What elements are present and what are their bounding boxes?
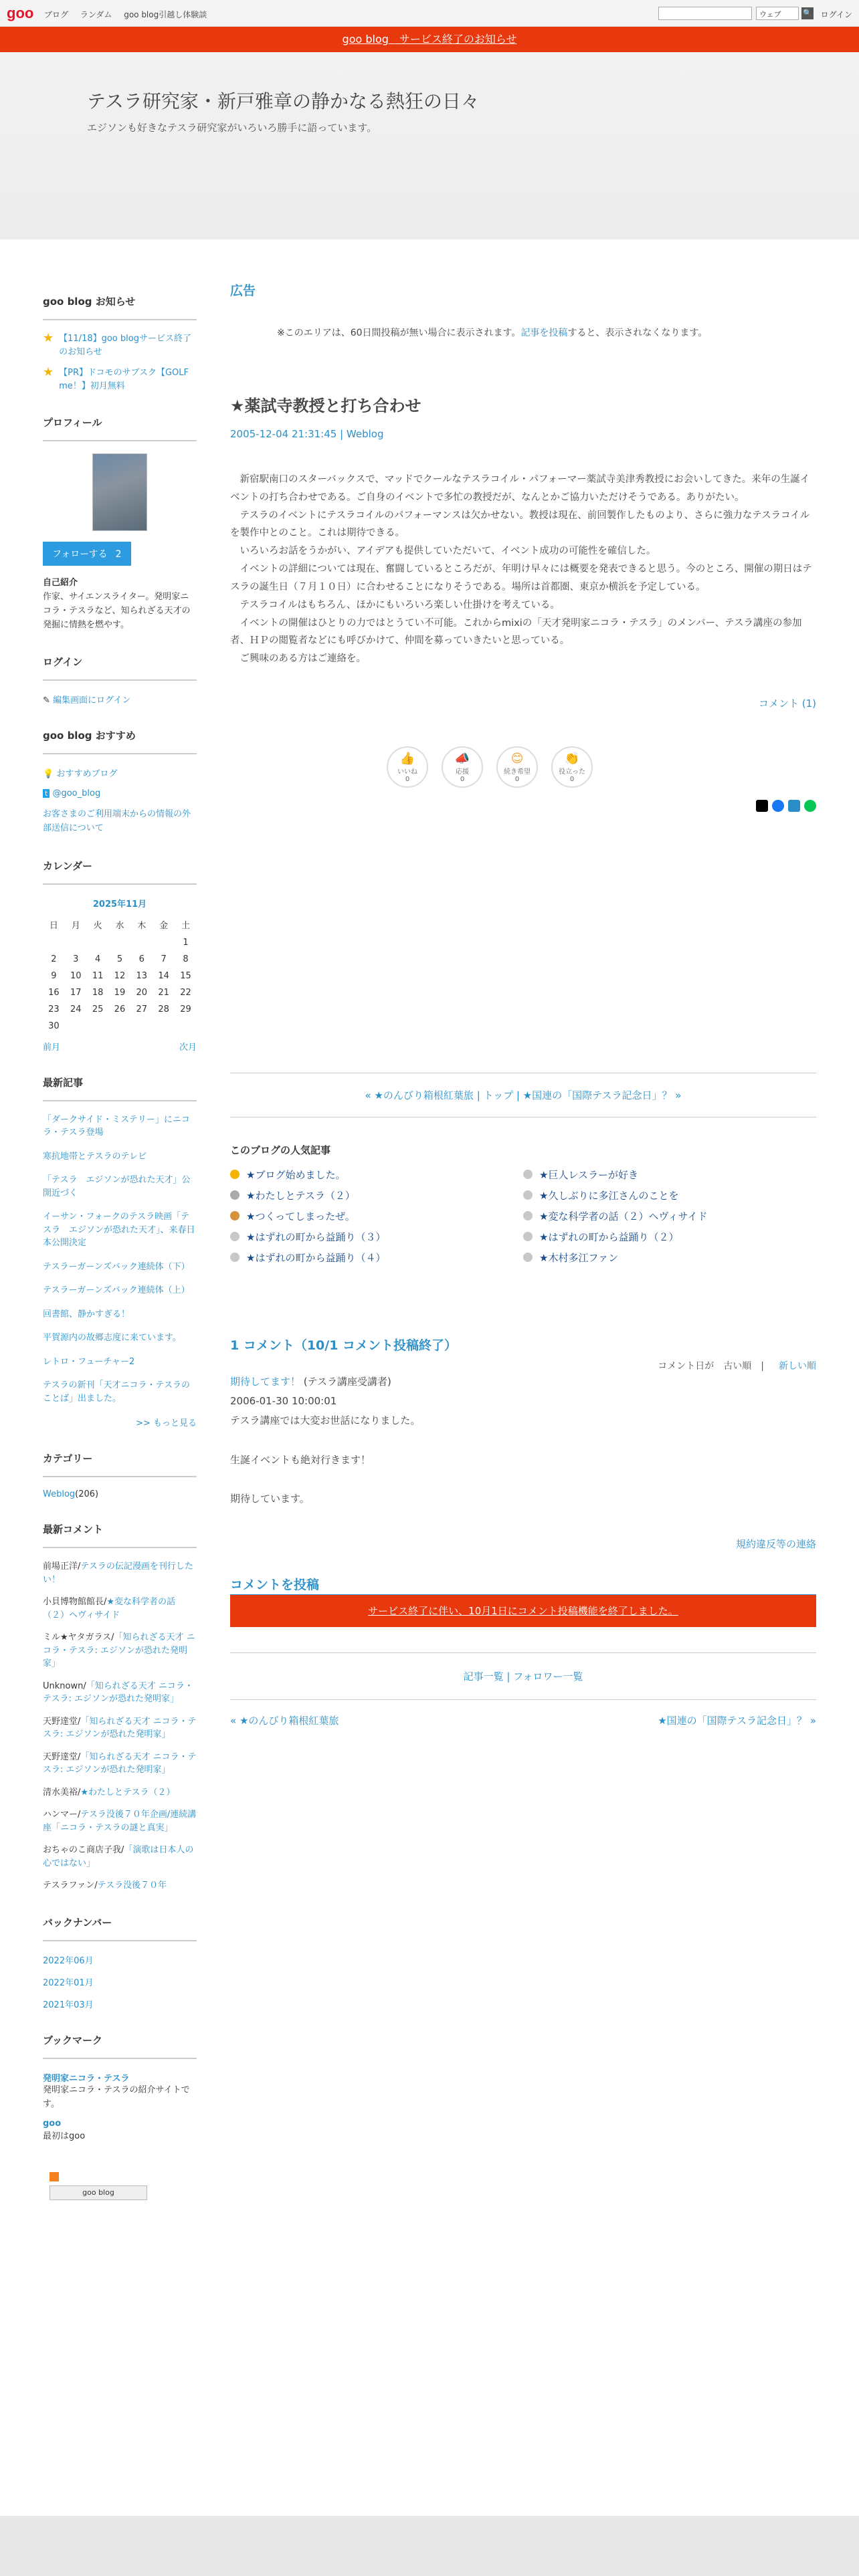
day: 25 bbox=[92, 1004, 104, 1014]
ad-note bbox=[277, 326, 816, 339]
top-link-move[interactable]: goo blog引越し体験談 bbox=[124, 10, 207, 19]
day bbox=[130, 934, 153, 951]
comment-line: 期待しています。 bbox=[230, 1492, 310, 1505]
day: 12 bbox=[114, 970, 126, 981]
day: 10 bbox=[70, 970, 82, 981]
post-navigation: « ★のんびり箱根紅葉旅 | トップ | ★国連の「国際テスラ記念日」？ » bbox=[230, 1073, 816, 1117]
recent-item[interactable]: 回書館、静かすぎる！ bbox=[43, 1309, 130, 1319]
login-link[interactable]: ログイン bbox=[820, 10, 852, 19]
blog-header bbox=[0, 52, 859, 239]
popular-item[interactable] bbox=[523, 1251, 816, 1265]
comment-line: テスラ講座では大変お世話になりました。 bbox=[230, 1414, 421, 1427]
comment-item: ハンマー/テスラ没後７０年企画/連続講座「ニコラ・テスラの謎と真実」 bbox=[43, 1810, 197, 1833]
day bbox=[109, 934, 131, 951]
day: 11 bbox=[92, 970, 104, 981]
popular-item[interactable] bbox=[523, 1188, 816, 1202]
post-comment-heading: コメントを投稿 bbox=[230, 1575, 816, 1595]
recent-item[interactable]: 平賀源内の故郷志度に来ています。 bbox=[43, 1333, 181, 1344]
recommend-blog-link[interactable]: おすすめブログ bbox=[56, 769, 118, 780]
day: 2 bbox=[51, 954, 57, 964]
comment-article[interactable]: 「知られざる天才 ニコラ・テスラ: エジソンが恐れた発明家」 bbox=[43, 1751, 197, 1776]
reaction-count: 0 bbox=[569, 775, 575, 783]
comment-user: 小貝博物館館長 bbox=[43, 1597, 104, 1608]
post-paragraph: テスラのイベントにテスラコイルのパフォーマンスは欠かせない。教授は現在、前回製作したものより、さらに強力なテスラコイルを製作中とのこと。これは期待できる。 bbox=[230, 510, 810, 539]
follower-list-link[interactable]: フォロワー一覧 bbox=[513, 1671, 583, 1683]
post-category-link[interactable]: Weblog bbox=[346, 428, 384, 440]
post-paragraph: ご興味のある方はご連絡を。 bbox=[240, 653, 366, 665]
popular-list bbox=[230, 1168, 816, 1265]
comment-count-link[interactable]: コメント (1) bbox=[758, 697, 816, 710]
sort-newest-link[interactable]: 新しい順 bbox=[779, 1360, 816, 1372]
category-heading: カテゴリー bbox=[43, 1451, 197, 1477]
day bbox=[65, 1018, 87, 1035]
day: 24 bbox=[70, 1004, 82, 1014]
rank-dot bbox=[230, 1253, 240, 1262]
twitter-link[interactable]: @goo_blog bbox=[52, 788, 101, 799]
comment-item: 小貝博物館館長/★変な科学者の話（２）ヘヴィサイド bbox=[43, 1597, 176, 1620]
post-paragraph: イベントの開催はひとりの力ではとうてい不可能。これからmixiの「天才発明家ニコラ・テスラ」のメンバー、テスラ講座の参加者、ＨＰの閲覧者などにも呼びかけて、仲間を募っていきたいと思っている。 bbox=[230, 617, 802, 647]
calendar-month: 2025年11月 bbox=[92, 899, 147, 909]
day: 20 bbox=[136, 987, 148, 998]
backnumber-item[interactable]: 2022年01月 bbox=[43, 1977, 94, 1988]
day: 9 bbox=[51, 970, 57, 981]
recent-item[interactable]: 寒抗地帯とテスラのテレビ bbox=[43, 1151, 147, 1162]
comment-article[interactable]: 「知られざる天才 ニコラ・テスラ: エジソンが恐れた発明家」 bbox=[43, 1632, 195, 1669]
comment-user: ハンマー bbox=[43, 1810, 78, 1820]
comment-article[interactable]: 「知られざる天才 ニコラ・テスラ: エジソンが恐れた発明家」 bbox=[43, 1716, 197, 1740]
day bbox=[109, 1018, 131, 1035]
popular-item[interactable] bbox=[230, 1168, 523, 1182]
day: 4 bbox=[94, 954, 101, 964]
comments-closed-notice[interactable]: サービス終了に伴い、10月1日にコメント投稿機能を終了しました。 bbox=[230, 1595, 816, 1627]
profile-heading: プロフィール bbox=[43, 415, 197, 441]
comment-user: 清水美裕 bbox=[43, 1787, 78, 1798]
facebook-share-icon[interactable] bbox=[772, 800, 784, 812]
news-item[interactable]: 【PR】ドコモのサブスク【GOLF me！】初月無料 bbox=[59, 368, 189, 391]
day bbox=[87, 1018, 109, 1035]
footer bbox=[0, 2516, 859, 2576]
search-icon[interactable]: 🔍 bbox=[801, 7, 814, 19]
article-list-link[interactable]: 記事一覧 bbox=[463, 1671, 504, 1683]
popular-item[interactable] bbox=[230, 1230, 523, 1244]
pencil-icon: ✎ bbox=[43, 695, 54, 706]
day bbox=[153, 1018, 175, 1035]
comment-item: おちゃのこ商店子我/「演歌は日本人の心ではない」 bbox=[43, 1845, 194, 1868]
rank-dot bbox=[523, 1232, 533, 1241]
weekday: 木 bbox=[137, 920, 147, 931]
comment-article[interactable]: 「知られざる天才 ニコラ・テスラ: エジソンが恐れた発明家」 bbox=[43, 1681, 193, 1705]
x-share-icon[interactable] bbox=[756, 800, 768, 812]
post-paragraph: テスラコイルはもちろん、ほかにもいろいろ楽しい仕掛けを考えている。 bbox=[240, 599, 560, 611]
bookmark-link[interactable]: goo bbox=[43, 2118, 62, 2129]
service-end-notice[interactable]: goo blog サービス終了のお知らせ bbox=[0, 27, 859, 52]
day bbox=[65, 934, 87, 951]
day: 6 bbox=[138, 954, 145, 964]
blog-title[interactable]: テスラ研究家・新戸雅章の静かなる熱狂の日々 bbox=[87, 90, 480, 112]
weekday: 日 bbox=[49, 920, 58, 931]
article-links bbox=[230, 1652, 816, 1700]
star-icon: ★ bbox=[43, 365, 54, 379]
bookmark-desc: 発明家ニコラ・テスラの紹介サイトです。 bbox=[43, 2084, 190, 2109]
reaction-label: 応援 bbox=[456, 768, 469, 776]
day: 23 bbox=[48, 1004, 60, 1014]
weekday: 月 bbox=[71, 920, 80, 931]
reaction-cheer-button[interactable] bbox=[442, 746, 483, 788]
recent-item[interactable]: 「ダークサイド・ミステリー」にニコラ・テスラ登場 bbox=[43, 1114, 190, 1138]
megaphone-icon: 📣 bbox=[454, 751, 470, 766]
comment-item: 天野達堂/「知られざる天才 ニコラ・テスラ: エジソンが恐れた発明家」 bbox=[43, 1716, 197, 1740]
reaction-like-button[interactable] bbox=[387, 746, 428, 788]
comment-line: 生誕イベントも絶対行きます！ bbox=[230, 1453, 371, 1466]
blog-description: エジソンも好きなテスラ研究家がいろいろ勝手に語っています。 bbox=[87, 122, 377, 134]
crown-icon bbox=[230, 1170, 240, 1179]
popular-item[interactable] bbox=[230, 1209, 523, 1223]
comment-user: おちゃのこ商店子我 bbox=[43, 1845, 122, 1856]
post-date[interactable]: 2005-12-04 21:31:45 bbox=[230, 428, 337, 440]
comment-item: 清水美裕/★わたしとテスラ（２） bbox=[43, 1787, 175, 1798]
editor-login-link[interactable]: 編集画面にログイン bbox=[53, 695, 131, 706]
reaction-label: いいね bbox=[397, 768, 417, 776]
clap-icon: 👏 bbox=[564, 751, 580, 766]
comments-heading: 最新コメント bbox=[43, 1522, 197, 1548]
weekday: 火 bbox=[93, 920, 102, 931]
day bbox=[87, 934, 109, 951]
comment-article[interactable]: ★わたしとテスラ（２） bbox=[80, 1787, 175, 1798]
comment-user: テスラファン bbox=[43, 1881, 95, 1891]
comment-item: テスラファン/テスラ没後７０年 bbox=[43, 1881, 167, 1891]
next-post-link[interactable]: ★国連の「国際テスラ記念日」？ » bbox=[522, 1089, 682, 1101]
popular-item[interactable] bbox=[230, 1251, 523, 1265]
top-link-blog[interactable]: ブログ bbox=[44, 10, 69, 19]
news-heading: goo blog お知らせ bbox=[43, 294, 197, 320]
report-link[interactable]: 規約違反等の連絡 bbox=[735, 1538, 816, 1551]
top-link-random[interactable]: ランダム bbox=[80, 10, 112, 19]
day: 13 bbox=[136, 970, 148, 981]
prev-post-link[interactable]: « ★のんびり箱根紅葉旅 bbox=[365, 1089, 474, 1101]
comment-article[interactable]: ★変な科学者の話（２）ヘヴィサイド bbox=[43, 1597, 176, 1620]
line-share-icon[interactable] bbox=[804, 800, 816, 812]
recent-item[interactable]: テスラの新刊「天才ニコラ・テスラのことば」出ました。 bbox=[43, 1380, 190, 1404]
sort-label: コメント日が bbox=[658, 1360, 714, 1372]
popular-title[interactable]: ★久しぶりに多江さんのことを bbox=[539, 1189, 679, 1202]
popular-title[interactable]: ★はずれの町から益踊り（３） bbox=[246, 1230, 386, 1243]
popular-item[interactable] bbox=[230, 1188, 523, 1202]
popular-title[interactable]: ★木村多江ファン bbox=[539, 1251, 619, 1264]
calendar-table bbox=[43, 915, 197, 1035]
rank-dot bbox=[523, 1253, 533, 1262]
bookmark-desc: 最初はgoo bbox=[43, 2131, 86, 2141]
sort-oldest: 古い順 bbox=[723, 1360, 752, 1372]
post-meta: 2005-12-04 21:31:45 | Weblog bbox=[230, 428, 384, 440]
day: 7 bbox=[161, 954, 167, 964]
day: 26 bbox=[114, 1004, 126, 1014]
top-link[interactable]: トップ bbox=[483, 1089, 514, 1101]
popular-title[interactable]: ★はずれの町から益踊り（４） bbox=[246, 1251, 386, 1264]
crown-icon bbox=[230, 1211, 240, 1220]
rank-dot bbox=[523, 1170, 533, 1179]
comment-article[interactable]: テスラの伝記漫画を刊行したい！ bbox=[43, 1562, 193, 1585]
goo-logo[interactable]: goo bbox=[7, 5, 34, 21]
share-buttons bbox=[230, 800, 816, 812]
popular-title[interactable]: ★つくってしまったぜ。 bbox=[246, 1210, 355, 1222]
post-title[interactable]: ★薬試寺教授と打ち合わせ bbox=[230, 397, 421, 415]
comment-user: 天野達堂 bbox=[43, 1716, 78, 1727]
next-month-link[interactable]: 次月 bbox=[179, 1042, 197, 1053]
comment-item: ミル★ヤタガラス/「知られざる天才 ニコラ・テスラ: エジソンが恐れた発明家」 bbox=[43, 1632, 195, 1669]
day: 30 bbox=[48, 1021, 60, 1031]
next-post-link[interactable]: ★国連の「国際テスラ記念日」？ » bbox=[658, 1715, 816, 1727]
smile-icon: 😊 bbox=[510, 751, 524, 766]
day: 19 bbox=[114, 987, 126, 998]
recent-item[interactable]: レトロ・フューチャー2 bbox=[43, 1356, 135, 1367]
reaction-label: 役立った bbox=[559, 768, 585, 776]
reaction-more-button[interactable] bbox=[496, 746, 538, 788]
sidebar bbox=[43, 294, 197, 2223]
reaction-count: 0 bbox=[514, 775, 520, 783]
reaction-count: 0 bbox=[460, 775, 465, 783]
comment-date: 2006-01-30 10:00:01 bbox=[230, 1395, 337, 1408]
weekday: 金 bbox=[159, 920, 169, 931]
comment-user: 天野達堂 bbox=[43, 1751, 78, 1762]
popular-heading: このブログの人気記事 bbox=[230, 1144, 331, 1156]
day bbox=[130, 1018, 153, 1035]
news-item[interactable]: 【11/18】goo blogサービス終了のお知らせ bbox=[59, 334, 191, 357]
bookmark-heading: ブックマーク bbox=[43, 2033, 197, 2059]
post-article-link[interactable]: 記事を投稿 bbox=[520, 328, 568, 338]
profile-label: 自己紹介 bbox=[43, 578, 78, 588]
avatar[interactable] bbox=[92, 453, 147, 531]
day: 27 bbox=[136, 1004, 148, 1014]
comments-title: 1 コメント（10/1 コメント投稿終了） bbox=[230, 1337, 458, 1353]
bookmark-link[interactable]: 発明家ニコラ・テスラ bbox=[43, 2073, 130, 2084]
day bbox=[43, 934, 65, 951]
login-heading: ログイン bbox=[43, 655, 197, 681]
comment-article[interactable]: テスラ没後７０年企画/連続講座「ニコラ・テスラの謎と真実」 bbox=[43, 1810, 197, 1833]
day: 1 bbox=[183, 937, 189, 948]
backnumber-item[interactable]: 2022年06月 bbox=[43, 1955, 94, 1966]
comment bbox=[230, 1372, 816, 1509]
day: 28 bbox=[158, 1004, 169, 1014]
backnumber-item[interactable]: 2021年03月 bbox=[43, 2000, 94, 2010]
day: 17 bbox=[70, 987, 82, 998]
comment-line bbox=[230, 1470, 816, 1489]
rss-icon[interactable] bbox=[50, 2172, 59, 2181]
post-paragraph: いろいろお話をうかがい、アイデアも提供していただいて、イベント成功の可能性を確信した。 bbox=[240, 546, 656, 557]
recent-item[interactable]: 「テスラ エジソンが恐れた天才」公開近づく bbox=[43, 1175, 191, 1198]
reaction-count: 0 bbox=[405, 775, 410, 783]
popular-title[interactable]: ★わたしとテスラ（２） bbox=[246, 1189, 355, 1202]
follow-button[interactable] bbox=[43, 542, 131, 566]
link-separator: | bbox=[503, 1671, 514, 1683]
post-paragraph: イベントの詳細については現在、奮闘しているところだが、年明け早々には概要を発表できると思う。今のところ、開催の期日はテスラの誕生日（７月１０日）に合わせることになりそうである。場所は首都圏、東京か横浜を予定している。 bbox=[230, 564, 812, 593]
popular-title[interactable]: ★はずれの町から益踊り（２） bbox=[539, 1230, 679, 1243]
comment-author[interactable]: 期待してます！ bbox=[230, 1375, 301, 1388]
post-body bbox=[230, 471, 816, 668]
popular-title[interactable]: ★変な科学者の話（２）ヘヴィサイド bbox=[539, 1210, 708, 1222]
comment-article[interactable]: テスラ没後７０年 bbox=[97, 1881, 167, 1891]
crown-icon bbox=[230, 1190, 240, 1200]
day: 29 bbox=[180, 1004, 191, 1014]
weekday: 土 bbox=[181, 920, 191, 931]
day: 21 bbox=[158, 987, 169, 998]
follow-label: フォローする bbox=[52, 549, 108, 560]
post-paragraph: 新宿駅南口のスターバックスで、マッドでクールなテスラコイル・パフォーマー薬試寺美津秀教授にお会いしてきた。来年の生誕イベントの打ち合わせである。ご自身のイベントで多忙の教授だが、なんとかご協力いただけそうである。ありがたい。 bbox=[230, 474, 810, 503]
calendar-heading: カレンダー bbox=[43, 859, 197, 885]
comment-sort: コメント日が 古い順 | 新しい順 bbox=[658, 1360, 816, 1372]
popular-title[interactable]: ★ブログ始めました。 bbox=[246, 1168, 346, 1181]
day: 5 bbox=[116, 954, 123, 964]
recent-item[interactable]: イーサン・フォークのテスラ映画「テスラ エジソンが恐れた天才」、来春日本公開決定 bbox=[43, 1212, 195, 1249]
day bbox=[153, 934, 175, 951]
popular-title[interactable]: ★巨人レスラーが好き bbox=[539, 1168, 638, 1181]
recent-item[interactable]: テスラーガーンズバック連続体（下） bbox=[43, 1261, 190, 1272]
star-icon: ★ bbox=[43, 331, 54, 345]
top-bar bbox=[0, 0, 859, 27]
day: 15 bbox=[180, 970, 191, 981]
profile-text: 作家、サイエンスライター。発明家ニコラ・テスラなど、知られざる天才の発掘に情熱を燃やす。 bbox=[43, 592, 191, 630]
weekday: 水 bbox=[115, 920, 124, 931]
category-count: (206) bbox=[75, 1489, 99, 1500]
thumbs-up-icon: 👍 bbox=[399, 751, 415, 766]
popular-item[interactable] bbox=[523, 1168, 816, 1182]
comment-line bbox=[230, 1431, 816, 1451]
follower-count: 2 bbox=[115, 549, 122, 560]
prev-month-link[interactable]: 前月 bbox=[43, 1042, 61, 1053]
category-link[interactable]: Weblog bbox=[43, 1489, 76, 1500]
lightbulb-icon: 💡 bbox=[43, 769, 57, 780]
prev-post-link[interactable]: « ★のんびり箱根紅葉旅 bbox=[230, 1715, 339, 1727]
day: 8 bbox=[183, 954, 189, 964]
day: 18 bbox=[92, 987, 104, 998]
search-input[interactable] bbox=[658, 7, 752, 20]
recent-heading: 最新記事 bbox=[43, 1075, 197, 1101]
comment-author-note: (テスラ講座受講者) bbox=[303, 1375, 391, 1388]
search-scope-select[interactable]: ウェブ bbox=[756, 7, 799, 20]
comment-item: Unknown/「知られざる天才 ニコラ・テスラ: エジソンが恐れた発明家」 bbox=[43, 1681, 193, 1705]
comment-user: ミル★ヤタガラス bbox=[43, 1632, 112, 1643]
recent-item[interactable]: テスラーガーンズバック連続体（上） bbox=[43, 1285, 190, 1296]
day: 14 bbox=[158, 970, 169, 981]
reaction-useful-button[interactable] bbox=[551, 746, 593, 788]
comment-item: 前場正洋/テスラの伝記漫画を刊行したい！ bbox=[43, 1562, 193, 1585]
recommend-heading: goo blog おすすめ bbox=[43, 728, 197, 754]
ad-note-text: すると、表示されなくなります。 bbox=[567, 328, 708, 338]
ad-note-text: ※このエリアは、60日間投稿が無い場合に表示されます。 bbox=[277, 328, 521, 338]
day: 3 bbox=[73, 954, 79, 964]
goo-blog-badge[interactable]: goo blog bbox=[50, 2185, 147, 2200]
external-transmission-link[interactable]: お客さまのご利用端末からの情報の外部送信について bbox=[43, 809, 191, 834]
backnumber-heading: バックナンバー bbox=[43, 1915, 197, 1941]
main-content bbox=[230, 281, 816, 1727]
comment-user: 前場正洋 bbox=[43, 1562, 78, 1572]
comment-item: 天野達堂/「知られざる天才 ニコラ・テスラ: エジソンが恐れた発明家」 bbox=[43, 1751, 197, 1776]
reaction-label: 続き希望 bbox=[504, 768, 531, 776]
reaction-buttons bbox=[163, 746, 816, 788]
popular-item[interactable] bbox=[523, 1209, 816, 1223]
day: 22 bbox=[180, 987, 191, 998]
popular-item[interactable] bbox=[523, 1230, 816, 1244]
ad-heading: 広告 bbox=[230, 284, 256, 298]
day: 16 bbox=[48, 987, 60, 998]
comment-user: Unknown bbox=[43, 1681, 84, 1691]
hatena-share-icon[interactable] bbox=[788, 800, 800, 812]
rank-dot bbox=[523, 1211, 533, 1220]
day bbox=[175, 1018, 197, 1035]
comment-article[interactable]: 「演歌は日本人の心ではない」 bbox=[43, 1845, 194, 1868]
rank-dot bbox=[523, 1190, 533, 1200]
rank-dot bbox=[230, 1232, 240, 1241]
twitter-icon: t bbox=[43, 789, 50, 798]
more-link[interactable]: >> もっと見る bbox=[136, 1418, 197, 1429]
bottom-navigation bbox=[230, 1713, 816, 1727]
